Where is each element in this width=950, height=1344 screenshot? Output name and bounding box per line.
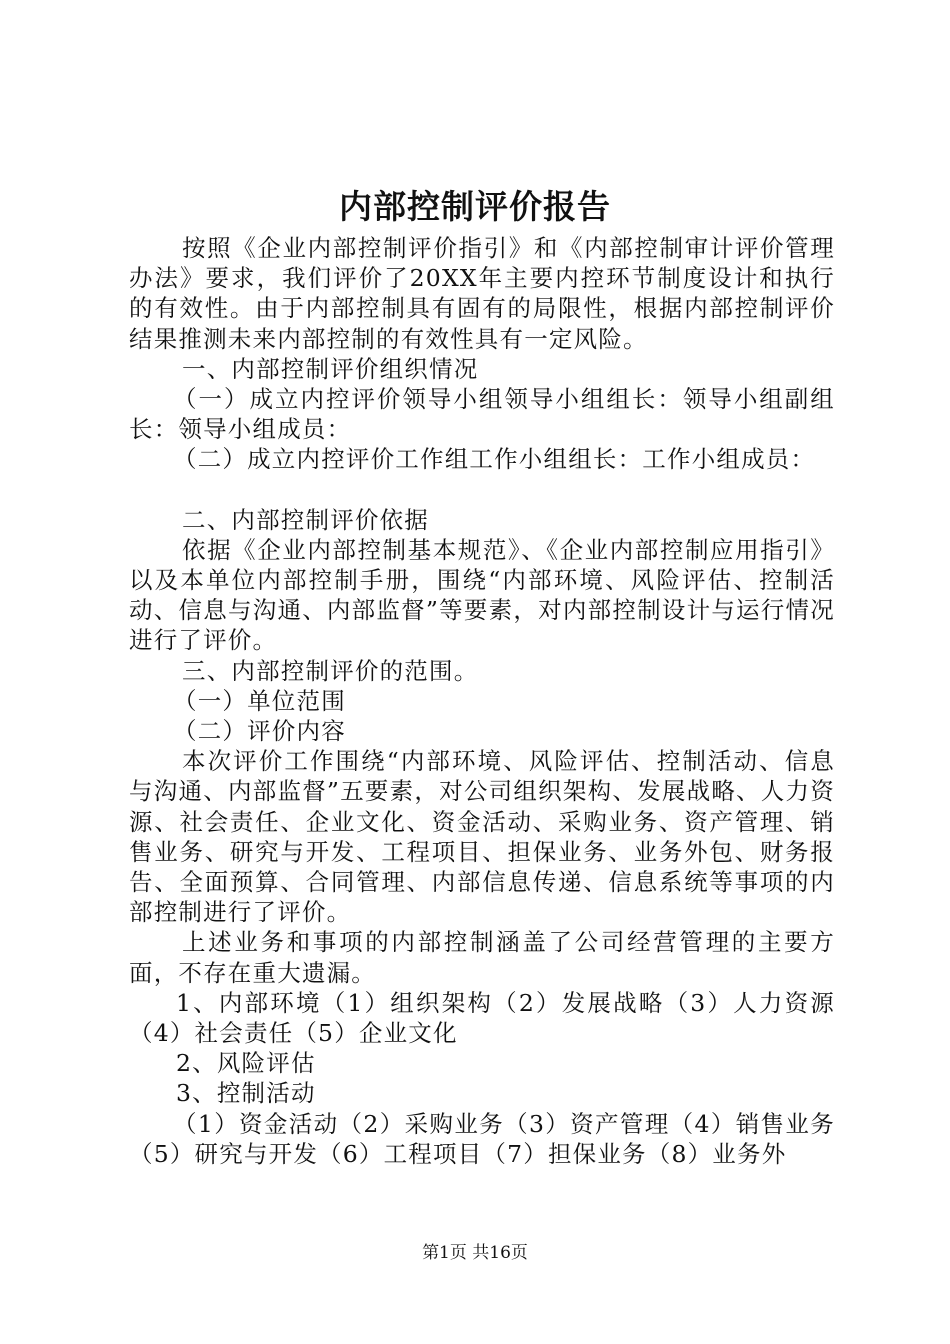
basis-paragraph: 依据《企业内部控制基本规范》、《企业内部控制应用指引》以及本单位内部控制手册，围绕“内部环境、风险评估、控制活动、信息与沟通、内部监督”等要素，对内部控制设计与运行情况进行了评价。 — [129, 535, 835, 655]
item-risk-assessment: 2、风险评估 — [176, 1049, 316, 1078]
coverage-paragraph: 上述业务和事项的内部控制涵盖了公司经营管理的主要方面，不存在重大遗漏。 — [129, 928, 835, 987]
subsection-leadership-group: （一）成立内控评价领导小组领导小组组长：领导小组副组长：领导小组成员： — [129, 385, 835, 444]
control-activities-list: （1）资金活动（2）采购业务（3）资产管理（4）销售业务（5）研究与开发（6）工程项目（7）担保业务（8）业务外 — [129, 1109, 835, 1168]
document-title: 内部控制评价报告 — [339, 187, 611, 226]
section-heading-3: 三、内部控制评价的范围。 — [182, 656, 479, 685]
section-heading-1: 一、内部控制评价组织情况 — [182, 354, 479, 383]
section-heading-2: 二、内部控制评价依据 — [182, 505, 429, 534]
document-body — [129, 233, 835, 1169]
item-control-activities: 3、控制活动 — [176, 1079, 316, 1108]
subsection-unit-scope: （一）单位范围 — [173, 686, 346, 715]
subsection-evaluation-content: （二）评价内容 — [173, 717, 346, 746]
scope-paragraph: 本次评价工作围绕“内部环境、风险评估、控制活动、信息与沟通、内部监督”五要素，对公司组织架构、发展战略、人力资源、社会责任、企业文化、资金活动、采购业务、资产管理、销售业务、研究与开发、工程项目、担保业务、业务外包、财务报告、全面预算、合同管理、内部信息传递、信息系统等事项的内部控制进行了评价。 — [129, 747, 835, 927]
intro-paragraph: 按照《企业内部控制评价指引》和《内部控制审计评价管理办法》要求，我们评价了20XX年主要内控环节制度设计和执行的有效性。由于内部控制具有固有的局限性，根据内部控制评价结果推测未来内部控制的有效性具有一定风险。 — [129, 234, 835, 353]
item-internal-environment: 1、内部环境（1）组织架构（2）发展战略（3）人力资源（4）社会责任（5）企业文化 — [129, 988, 835, 1048]
page-number: 第1页 共16页 — [422, 1243, 528, 1263]
blank-line — [129, 475, 835, 505]
subsection-working-group: （二）成立内控评价工作组工作小组组长：工作小组成员： — [173, 445, 816, 474]
